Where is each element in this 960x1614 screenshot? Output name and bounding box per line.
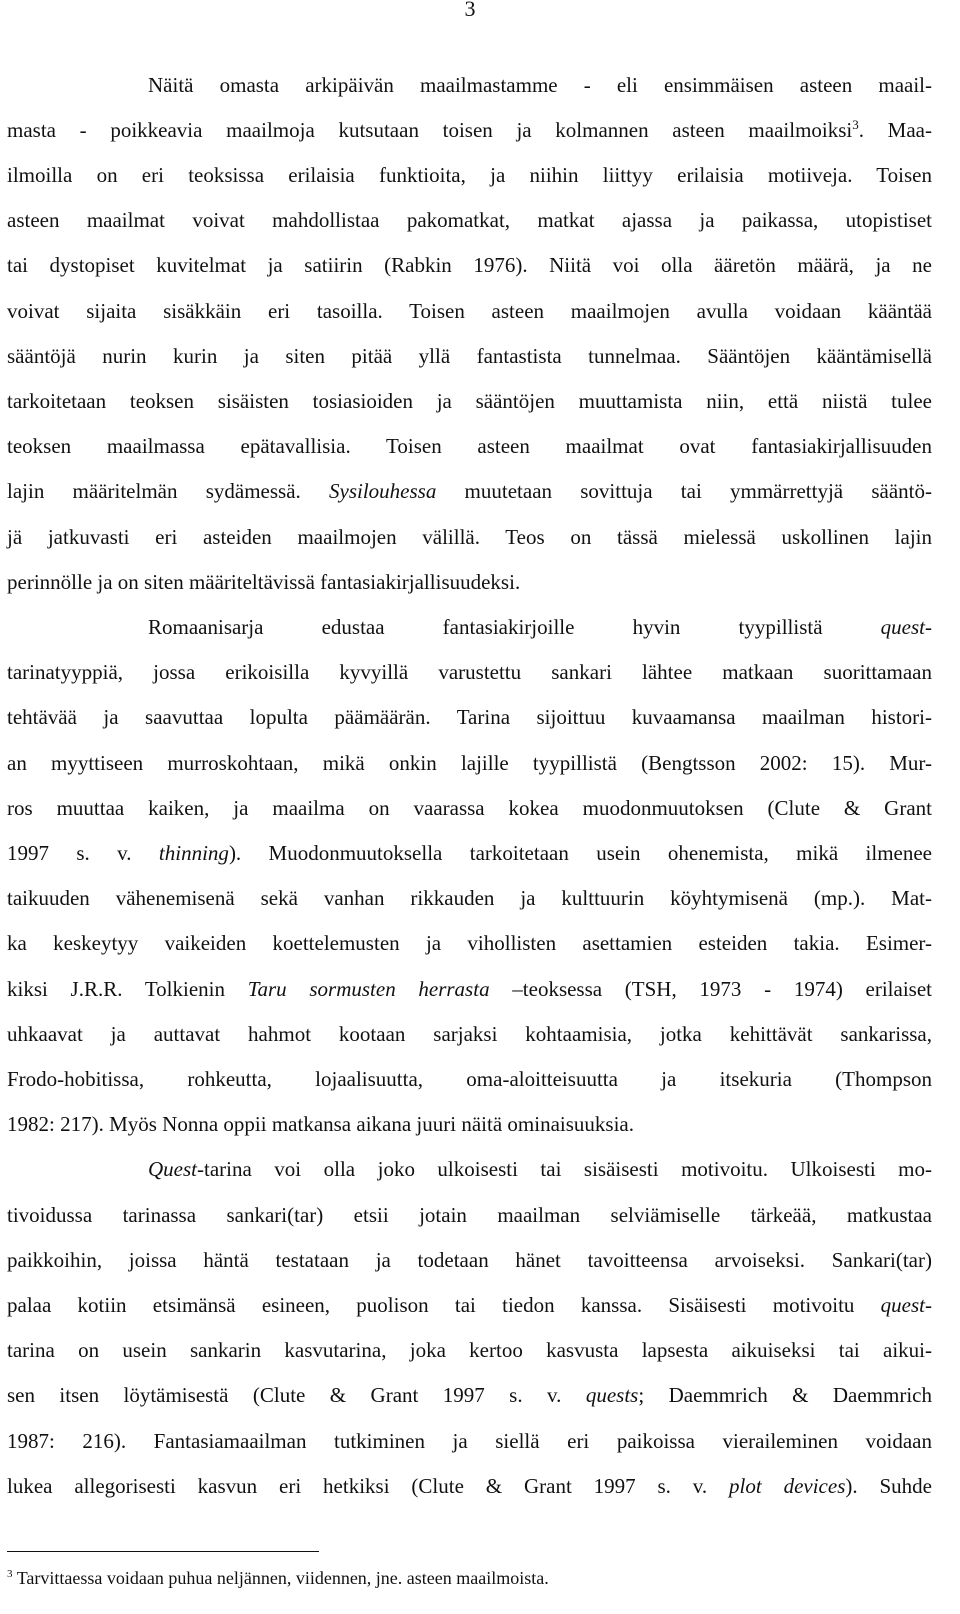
text-line: lukea allegorisesti kasvun eri hetkiksi (Clute & Grant 1997 s. v. plot devices). Suhde: [7, 1474, 932, 1498]
text-line: palaa kotiin etsimänsä esineen, puolison tai tiedon kanssa. Sisäisesti motivoitu quest-: [7, 1293, 932, 1317]
page-number: 3: [464, 0, 476, 21]
text-line: teoksen maailmassa epätavallisia. Toisen asteen maailmat ovat fantasiakirjallisuuden: [7, 434, 932, 458]
text-line: taikuuden vähenemisenä sekä vanhan rikkauden ja kulttuurin köyhtymisenä (mp.). Mat-: [7, 886, 932, 910]
text-line: Frodo-hobitissa, rohkeutta, lojaalisuutta, oma-aloitteisuutta ja itsekuria (Thompson: [7, 1067, 932, 1091]
text-line: tivoidussa tarinassa sankari(tar) etsii jotain maailman selviämiselle tärkeää, matkustaa: [7, 1203, 932, 1227]
italic-term: thinning: [158, 841, 229, 865]
text-line: Näitä omasta arkipäivän maailmastamme - eli ensimmäisen asteen maail-: [148, 73, 932, 97]
italic-term: Quest: [148, 1157, 197, 1181]
text-line: an myyttiseen murroskohtaan, mikä onkin lajille tyypillistä (Bengtsson 2002: 15). Mur-: [7, 751, 932, 775]
text-line: tarkoitetaan teoksen sisäisten tosiasioiden ja sääntöjen muuttamista niin, että niistä tulee: [7, 389, 932, 413]
text-line: perinnölle ja on siten määriteltävissä fantasiakirjallisuudeksi.: [7, 570, 521, 594]
text-line: paikkoihin, joissa häntä testataan ja todetaan hänet tavoitteensa arvoiseksi. Sankari(tar): [7, 1248, 932, 1272]
text-line: 1997 s. v. thinning). Muodonmuutoksella tarkoitetaan usein ohenemista, mikä ilmenee: [7, 841, 932, 865]
footnote-reference: 3: [852, 117, 859, 132]
italic-term: quest: [880, 615, 925, 639]
text-line: kiksi J.R.R. Tolkienin Taru sormusten herrasta –teoksessa (TSH, 1973 - 1974) erilaiset: [7, 977, 933, 1001]
text-line: 1987: 216). Fantasiamaailman tutkiminen ja siellä eri paikoissa vieraileminen voidaan: [7, 1429, 932, 1453]
footnote-divider: [7, 1551, 319, 1552]
footnote-text: Tarvittaessa voidaan puhua neljännen, viidennen, jne. asteen maailmoista.: [16, 1568, 549, 1588]
text-line: voivat sijaita sisäkkäin eri tasoilla. Toisen asteen maailmojen avulla voidaan kääntää: [7, 299, 932, 323]
italic-term: quests: [585, 1383, 639, 1407]
text-line: Quest-tarina voi olla joko ulkoisesti tai sisäisesti motivoitu. Ulkoisesti mo-: [148, 1157, 932, 1181]
italic-term: plot devices: [729, 1474, 846, 1498]
italic-term: quest: [880, 1293, 925, 1317]
text-line: sääntöjä nurin kurin ja siten pitää yllä fantastista tunnelmaa. Sääntöjen kääntämisellä: [7, 344, 932, 368]
footnote-marker: 3: [7, 1568, 13, 1580]
text-line: jä jatkuvasti eri asteiden maailmojen välillä. Teos on tässä mielessä uskollinen lajin: [7, 525, 932, 549]
text-line: ros muuttaa kaiken, ja maailma on vaarassa kokea muodonmuutoksen (Clute & Grant: [7, 796, 932, 820]
text-line: sen itsen löytämisestä (Clute & Grant 1997 s. v. quests; Daemmrich & Daemmrich: [7, 1383, 932, 1407]
italic-title: Sysilouhessa: [329, 479, 437, 503]
text-line: 1982: 217). Myös Nonna oppii matkansa aikana juuri näitä ominaisuuksia.: [7, 1112, 634, 1136]
text-line: tehtävää ja saavuttaa lopulta päämäärän. Tarina sijoittuu kuvaamansa maailman histori-: [7, 705, 932, 729]
text-line: tarina on usein sankarin kasvutarina, joka kertoo kasvusta lapsesta aikuiseksi tai aikui-: [7, 1338, 932, 1362]
text-line: ka keskeytyy vaikeiden koettelemusten ja vihollisten asettamien esteiden takia. Esimer-: [7, 931, 932, 955]
text-line: masta - poikkeavia maailmoja kutsutaan toisen ja kolmannen asteen maailmoiksi$^3$. Maa-: [7, 117, 932, 142]
italic-title: Taru sormusten herrasta: [247, 977, 490, 1001]
text-line: uhkaavat ja auttavat hahmot kootaan sarjaksi kohtaamisia, jotka kehittävät sankarissa,: [7, 1022, 932, 1046]
text-line: tarinatyyppiä, jossa erikoisilla kyvyillä varustettu sankari lähtee matkaan suorittamaan: [7, 660, 932, 684]
footnote: [7, 1566, 549, 1590]
text-line: ilmoilla on eri teoksissa erilaisia funktioita, ja niihin liittyy erilaisia motiiveja. Toisen: [7, 163, 932, 187]
text-line: Romaanisarja edustaa fantasiakirjoille hyvin tyypillistä quest-: [148, 615, 932, 639]
text-line: asteen maailmat voivat mahdollistaa pakomatkat, matkat ajassa ja paikassa, utopistiset: [7, 208, 932, 232]
text-line: tai dystopiset kuvitelmat ja satiirin (Rabkin 1976). Niitä voi olla ääretön määrä, ja ne: [7, 253, 932, 277]
text-line: lajin määritelmän sydämessä. Sysilouhessa muutetaan sovittuja tai ymmärrettyjä sääntö-: [7, 479, 932, 503]
